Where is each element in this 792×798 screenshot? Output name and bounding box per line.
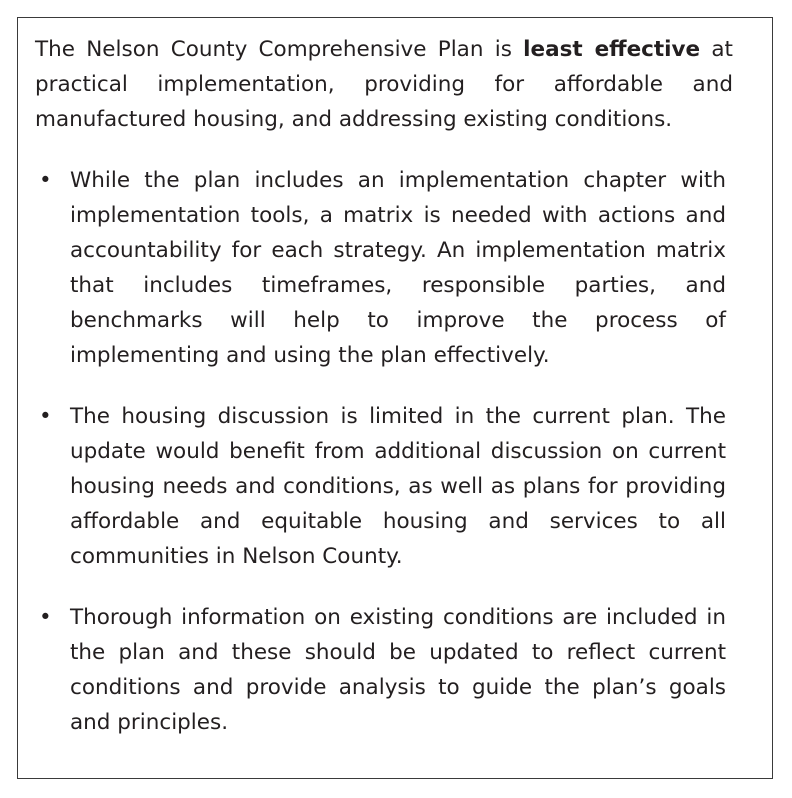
summary-box <box>17 17 773 779</box>
bullet-dot-icon: • <box>39 404 52 429</box>
list-item <box>18 399 726 574</box>
list-item <box>18 600 726 740</box>
list-item-text: Thorough information on existing conditions are included in the plan and these should be updated to reflect current conditions and provide analysis to guide the plan’s goals and principles. <box>70 605 726 735</box>
intro-text-before: The Nelson County Comprehensive Plan is <box>35 37 524 62</box>
bullet-dot-icon: • <box>39 168 52 193</box>
intro-paragraph <box>35 32 733 137</box>
bullet-dot-icon: • <box>39 605 52 630</box>
intro-emphasis: least effective <box>523 37 701 62</box>
list-item-text: The housing discussion is limited in the current plan. The update would benefit from additional discussion on current housing needs and conditions, as well as plans for providing affordable and equitable housing and services to all communities in Nelson County. <box>70 404 726 569</box>
list-item <box>18 163 726 373</box>
list-item-text: While the plan includes an implementation chapter with implementation tools, a matrix is needed with actions and accountability for each strategy. An implementation matrix that includes timeframes, responsible parties, and benchmarks will help to improve the process of implementing and using the plan effectively. <box>70 168 726 368</box>
intro-text-after: at practical implementation, providing for affordable and manufactured housing, and addressing existing conditions. <box>35 37 733 132</box>
findings-list <box>18 163 758 766</box>
